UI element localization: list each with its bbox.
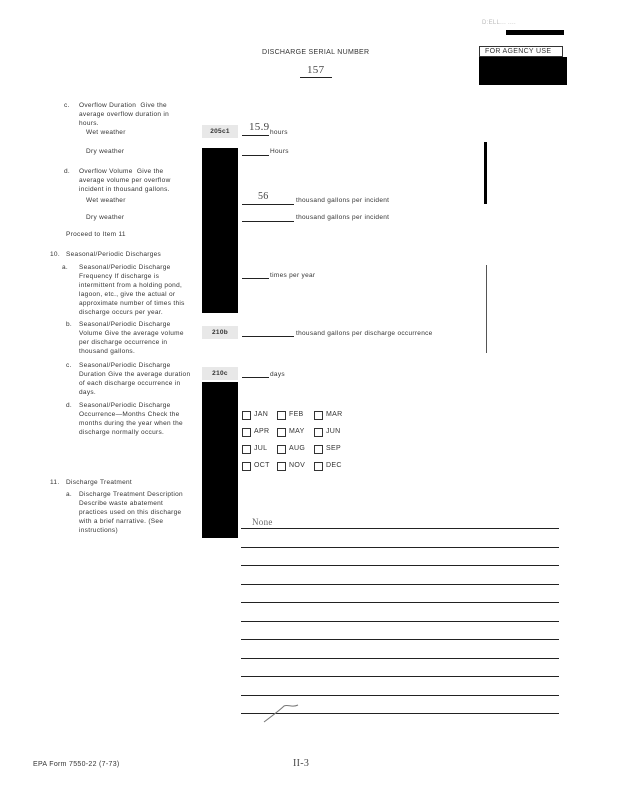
month-label-jul: JUL	[254, 445, 268, 452]
item-c-dry-label: Dry weather	[86, 148, 125, 155]
serial-underline	[300, 77, 332, 78]
item-c-wet-unit: hours	[270, 129, 288, 136]
item-c-dry-unit: Hours	[270, 148, 289, 155]
code-210b: 210b	[202, 326, 238, 339]
item-11-title: Discharge Treatment	[66, 479, 133, 486]
left-black-column	[202, 148, 238, 313]
item-d-text: Give the average volume per overflow incident in thousand gallons.	[79, 168, 171, 193]
code-205c1: 205c1	[202, 125, 238, 138]
item-c-wet-value[interactable]: 15.9	[249, 121, 270, 133]
narrative-line[interactable]	[241, 676, 559, 677]
agency-label: FOR AGENCY USE	[485, 48, 552, 55]
item-d-wet-line	[242, 204, 294, 205]
month-checkbox-jul[interactable]	[242, 445, 251, 454]
item-c-description	[79, 101, 191, 128]
item-11-number: 11.	[50, 479, 60, 486]
item-10b-marker: b.	[66, 321, 73, 328]
serial-label: DISCHARGE SERIAL NUMBER	[262, 49, 370, 56]
item-d-wet-value[interactable]: 56	[258, 191, 269, 202]
item-10b-description: Seasonal/Periodic Discharge Volume Give the average volume per discharge occurrence in thousand gallons.	[79, 321, 184, 355]
month-label-jan: JAN	[254, 411, 269, 418]
narrative-line[interactable]	[241, 639, 559, 640]
month-label-oct: OCT	[254, 462, 270, 469]
item-d-wet-label: Wet weather	[86, 197, 126, 204]
agency-black-block	[479, 57, 567, 85]
item-10c-description: Seasonal/Periodic Discharge Duration Give the average duration of each discharge occurrence in days.	[79, 362, 191, 396]
month-label-nov: NOV	[289, 462, 306, 469]
month-checkbox-sep[interactable]	[314, 445, 323, 454]
narrative-line[interactable]	[241, 695, 559, 696]
month-checkbox-jan[interactable]	[242, 411, 251, 420]
item-d-description	[79, 167, 191, 194]
item-c-text: Give the average overflow duration in hours.	[79, 102, 170, 127]
month-label-dec: DEC	[326, 462, 342, 469]
item-d-title: Overflow Volume	[79, 168, 133, 175]
narrative-line[interactable]	[241, 528, 559, 529]
item-11a-answer[interactable]: None	[252, 517, 273, 527]
item-10-title: Seasonal/Periodic Discharges	[66, 251, 162, 258]
right-margin-mark	[484, 142, 487, 204]
proceed-text: Proceed to Item 11	[66, 231, 126, 238]
month-label-aug: AUG	[289, 445, 306, 452]
page-number: II-3	[293, 758, 310, 769]
item-c-wet-line	[242, 135, 269, 136]
item-11a-marker: a.	[66, 491, 73, 498]
item-c-wet-label: Wet weather	[86, 129, 126, 136]
item-10a-marker: a.	[62, 264, 69, 271]
narrative-line[interactable]	[241, 621, 559, 622]
item-10c-unit: days	[270, 371, 285, 378]
item-10c-marker: c.	[66, 362, 72, 369]
narrative-line[interactable]	[241, 584, 559, 585]
item-10a-line[interactable]	[242, 278, 269, 279]
month-checkbox-mar[interactable]	[314, 411, 323, 420]
item-10d-marker: d.	[66, 402, 73, 409]
right-margin-line	[486, 265, 487, 353]
item-d-dry-unit: thousand gallons per incident	[296, 214, 390, 221]
month-label-jun: JUN	[326, 428, 341, 435]
month-label-sep: SEP	[326, 445, 341, 452]
month-label-mar: MAR	[326, 411, 343, 418]
month-checkbox-nov[interactable]	[277, 462, 286, 471]
month-checkbox-may[interactable]	[277, 428, 286, 437]
item-10d-description: Seasonal/Periodic Discharge Occurrence—Months Check the months during the year when the discharge normally occurs.	[79, 402, 183, 436]
item-10a-unit: times per year	[270, 272, 316, 279]
month-checkbox-apr[interactable]	[242, 428, 251, 437]
item-10b-line[interactable]	[242, 336, 294, 337]
narrative-line[interactable]	[241, 602, 559, 603]
month-label-feb: FEB	[289, 411, 304, 418]
month-label-apr: APR	[254, 428, 270, 435]
item-d-wet-unit: thousand gallons per incident	[296, 197, 390, 204]
month-checkbox-jun[interactable]	[314, 428, 323, 437]
month-label-may: MAY	[289, 428, 305, 435]
item-11a-description: Discharge Treatment Description Describe waste abatement practices used on this discharge with a brief narrative. (See instructions)	[79, 491, 183, 534]
item-c-marker: c.	[64, 102, 70, 109]
month-checkbox-aug[interactable]	[277, 445, 286, 454]
signature-scribble	[262, 702, 302, 726]
item-10c-line[interactable]	[242, 377, 269, 378]
month-checkbox-oct[interactable]	[242, 462, 251, 471]
item-c-dry-line[interactable]	[242, 155, 269, 156]
item-10-number: 10.	[50, 251, 60, 258]
top-right-bar	[506, 30, 564, 35]
month-checkbox-feb[interactable]	[277, 411, 286, 420]
code-210c: 210c	[202, 367, 238, 380]
serial-value: 157	[307, 64, 325, 76]
item-10b-unit: thousand gallons per discharge occurrence	[296, 330, 433, 337]
item-d-marker: d.	[64, 168, 71, 175]
stamp-text: D:ELL... ....	[482, 20, 516, 26]
narrative-line[interactable]	[241, 565, 559, 566]
narrative-line[interactable]	[241, 658, 559, 659]
form-number: EPA Form 7550-22 (7-73)	[33, 761, 120, 768]
item-d-dry-label: Dry weather	[86, 214, 125, 221]
left-black-column-lower	[202, 382, 238, 538]
item-10a-description: Seasonal/Periodic Discharge Frequency If discharge is intermittent from a holding pond, lagoon, etc., give the actual or approximate number of times this discharge occurs per year.	[79, 264, 185, 316]
month-checkbox-dec[interactable]	[314, 462, 323, 471]
narrative-line[interactable]	[241, 547, 559, 548]
item-c-title: Overflow Duration	[79, 102, 137, 109]
item-d-dry-line[interactable]	[242, 221, 294, 222]
